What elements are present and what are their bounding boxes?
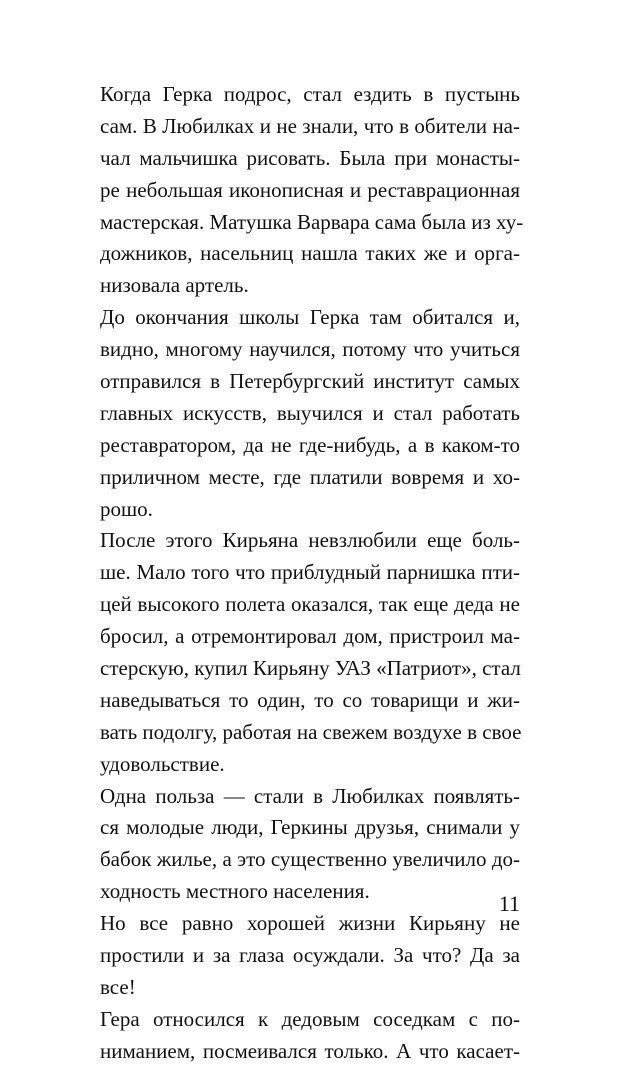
text-line: ре небольшая иконописная и реставрационная	[100, 177, 520, 202]
text-line: главных искусств, выучился и стал работать	[100, 400, 520, 425]
text-line: простили и за глаза осуждали. За что? Да за	[100, 943, 520, 968]
text-line: дожников, насельниц нашла таких же и орга-	[100, 241, 520, 266]
text-line: все!	[100, 974, 136, 999]
text-line: мастерская. Матушка Варвара сама была из ху-	[100, 209, 524, 234]
text-line: вать подолгу, работая на свежем воздухе в свое	[100, 719, 522, 744]
text-line: бросил, а отремонтировал дом, пристроил ма-	[100, 624, 520, 649]
text-line: До окончания школы Герка там обитался и,	[100, 305, 520, 330]
text-line: Но все равно хорошей жизни Кирьяну не	[100, 911, 520, 936]
text-line: цей высокого полета оказался, так еще деда не	[100, 592, 520, 617]
body-text	[100, 79, 524, 1068]
text-line: чал мальчишка рисовать. Была при монасты-	[100, 145, 520, 170]
text-line: стерскую, купил Кирьяну УАЗ «Патриот», стал	[100, 656, 521, 681]
text-line: Когда Герка подрос, стал ездить в пустынь	[100, 82, 520, 106]
text-line: бабок жилье, а это существенно увеличило до-	[100, 847, 520, 872]
text-line: низовала артель.	[100, 273, 249, 298]
text-line: приличном месте, где платили вовремя и хо-	[100, 464, 520, 489]
text-line: удовольствие.	[100, 751, 225, 776]
text-line: ше. Мало того что приблудный парнишка пти-	[100, 560, 520, 585]
text-line: отправился в Петербургский институт самых	[100, 369, 520, 394]
text-line: наведываться то один, то со товарищи и жи-	[100, 687, 520, 712]
text-line: ся молодые люди, Геркины друзья, снимали у	[100, 815, 520, 840]
text-line: После этого Кирьяна невзлюбили еще боль-	[100, 528, 520, 553]
text-line: видно, многому научился, потому что учиться	[100, 337, 520, 362]
text-line: ходность местного населения.	[100, 879, 370, 904]
page-number: 11	[498, 891, 520, 916]
text-line: реставратором, да не где-нибудь, а в каком-то	[100, 432, 520, 457]
text-line: сам. В Любилках и не знали, что в обители на-	[100, 113, 520, 138]
text-line: ниманием, посмеивался только. А что касает-	[100, 1038, 520, 1063]
text-line: рошо.	[100, 496, 153, 521]
text-line: Гера относился к дедовым соседкам с по-	[100, 1006, 520, 1031]
text-line: Одна польза — стали в Любилках появлять-	[100, 783, 520, 808]
